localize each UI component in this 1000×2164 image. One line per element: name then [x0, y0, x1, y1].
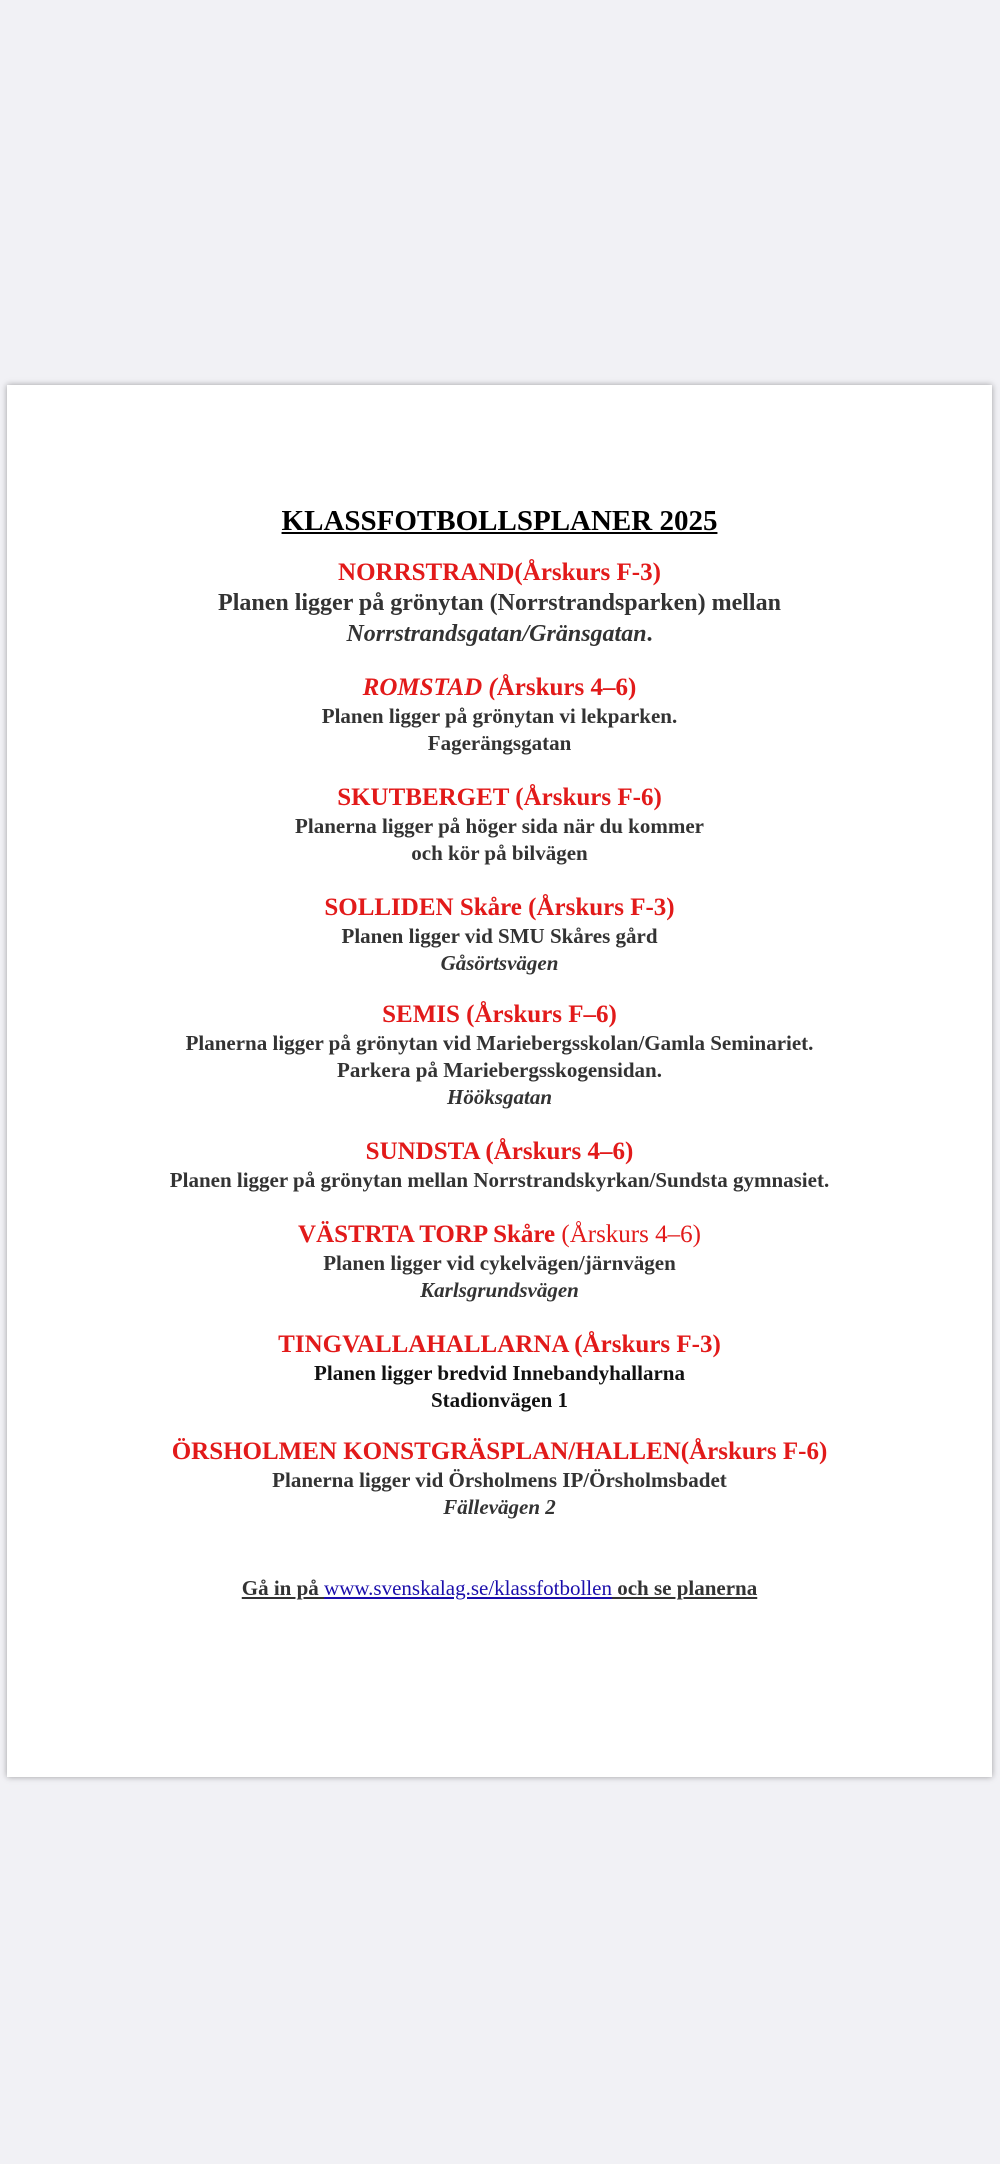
section-tingvallahallarna [7, 1329, 992, 1414]
section-line: Planen ligger bredvid Innebandyhallarna [314, 1361, 685, 1385]
document-title: KLASSFOTBOLLSPLANER 2025 [281, 505, 718, 537]
section-line: Planen ligger vid cykelvägen/järnvägen [323, 1251, 676, 1275]
klassfotbollen-link[interactable]: www.svenskalag.se/klassfotbollen [324, 1576, 612, 1600]
section-line: Hööksgatan [446, 1085, 553, 1109]
footer-note [7, 1575, 992, 1602]
section-sundsta [7, 1136, 992, 1194]
section-line: Gåsörtsvägen [440, 951, 559, 975]
section-line: Fällevägen 2 [443, 1495, 556, 1519]
footer-suffix: och se planerna [611, 1576, 758, 1600]
section-vastra-torp [7, 1219, 992, 1304]
section-line: och kör på bilvägen [411, 841, 588, 865]
heading-part: Årskurs 4–6) [496, 674, 637, 701]
document-page [7, 385, 992, 1777]
section-heading: SOLLIDEN Skåre (Årskurs F-3) [324, 894, 675, 921]
section-heading: NORRSTRAND(Årskurs F-3) [338, 559, 661, 586]
section-solliden [7, 892, 992, 977]
section-line: Parkera på Mariebergsskogensidan. [337, 1058, 662, 1082]
period: . [646, 621, 653, 647]
section-line: Fagerängsgatan [427, 731, 572, 755]
section-heading: SEMIS (Årskurs F–6) [382, 1001, 617, 1028]
section-heading: ÖRSHOLMEN KONSTGRÄSPLAN/HALLEN(Årskurs F-6) [171, 1438, 828, 1465]
heading-part: ROMSTAD ( [362, 674, 497, 701]
section-heading [7, 1219, 992, 1250]
section-line: Planen ligger på grönytan vi lekparken. [321, 704, 678, 728]
heading-part: (Årskurs 4–6) [561, 1221, 701, 1248]
street-name: Norrstrandsgatan/Gränsgatan [346, 621, 647, 647]
footer-prefix: Gå in på [241, 1576, 325, 1600]
section-heading [7, 672, 992, 703]
section-line: Planen ligger på grönytan mellan Norrstrandskyrkan/Sundsta gymnasiet. [169, 1168, 830, 1192]
section-romstad [7, 672, 992, 757]
section-line: Planerna ligger på höger sida när du kommer [295, 814, 704, 838]
heading-part: VÄSTRTA TORP Skåre [298, 1221, 562, 1248]
section-line: Planerna ligger på grönytan vid Mariebergsskolan/Gamla Seminariet. [185, 1031, 814, 1055]
section-heading: TINGVALLAHALLARNA (Årskurs F-3) [278, 1331, 721, 1358]
section-norrstrand [7, 557, 992, 650]
section-heading: SKUTBERGET (Årskurs F-6) [337, 784, 662, 811]
section-line: Planen ligger på grönytan (Norrstrandsparken) mellan [218, 590, 781, 616]
section-semis [7, 999, 992, 1111]
section-orsholmen [7, 1436, 992, 1521]
section-heading: SUNDSTA (Årskurs 4–6) [365, 1138, 634, 1165]
section-line: Stadionvägen 1 [430, 1388, 569, 1412]
section-line: Karlsgrundsvägen [420, 1278, 579, 1302]
section-skutberget [7, 782, 992, 867]
section-line [7, 619, 992, 650]
section-line: Planerna ligger vid Örsholmens IP/Örsholmsbadet [272, 1468, 727, 1492]
section-line: Planen ligger vid SMU Skåres gård [341, 924, 658, 948]
